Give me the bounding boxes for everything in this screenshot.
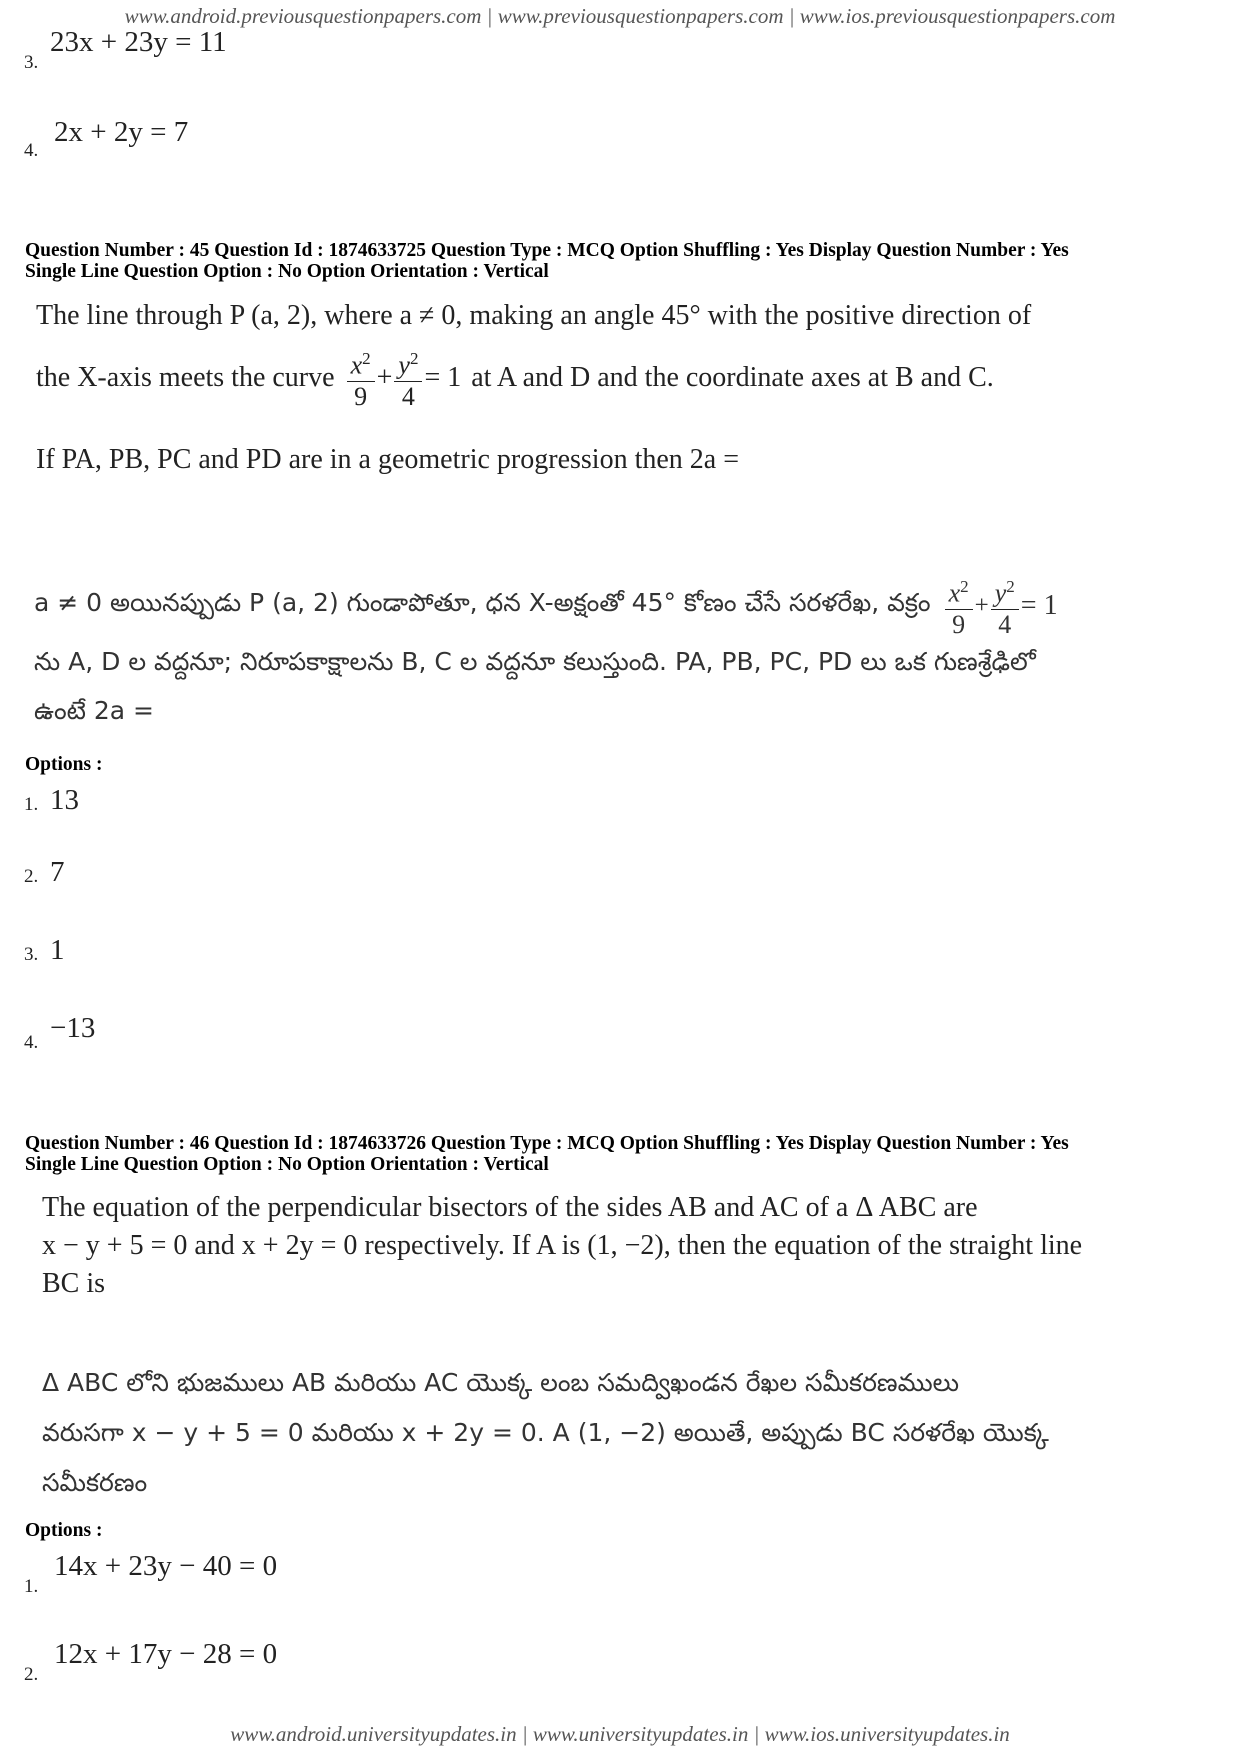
fraction-y2-over-4-te xyxy=(991,572,1019,640)
page-header-watermark: www.android.previousquestionpapers.com | www.previousquestionpapers.com | www.ios.previousquestionpapers.com xyxy=(124,4,1116,28)
frac-numerator: y xyxy=(994,578,1007,608)
question-45-meta-line2: Single Line Question Option : No Option Orientation : Vertical xyxy=(25,261,549,282)
option-number: 1. xyxy=(24,794,39,815)
page-footer-watermark: www.android.universityupdates.in | www.universityupdates.in | www.ios.universityupdates.in xyxy=(230,1722,1010,1746)
question-45-english-line3: If PA, PB, PC and PD are in a geometric progression then 2a = xyxy=(36,444,739,475)
option-number: 3. xyxy=(24,944,39,965)
question-46-english-line3: BC is xyxy=(42,1268,106,1299)
option-text: 2x + 2y = 7 xyxy=(54,116,189,148)
q45-en-line2-start: the X-axis meets the curve xyxy=(36,361,335,393)
question-46-english-line1: The equation of the perpendicular bisectors of the sides AB and AC of a Δ ABC are xyxy=(42,1192,978,1223)
frac-denominator: 4 xyxy=(401,381,415,411)
options-label: Options : xyxy=(25,1520,103,1541)
q45-en-line2-end: at A and D and the coordinate axes at B and C. xyxy=(471,361,994,393)
question-45-english-line1: The line through P (a, 2), where a ≠ 0, making an angle 45° with the positive direction of xyxy=(36,300,1032,331)
question-46-meta-line1: Question Number : 46 Question Id : 1874633726 Question Type : MCQ Option Shuffling : Yes Display Question Number : Yes xyxy=(25,1133,1069,1154)
question-46-telugu-line2: వరుసగా x − y + 5 = 0 మరియు x + 2y = 0. A (1, −2) అయితే, అప్పుడు BC సరళరేఖ యొక్క xyxy=(42,1418,1049,1447)
plus-sign: + xyxy=(376,361,393,393)
frac-denominator: 9 xyxy=(354,381,368,411)
option-number: 1. xyxy=(24,1576,39,1597)
question-46-meta-line2: Single Line Question Option : No Option Orientation : Vertical xyxy=(25,1154,549,1175)
option-text: 13 xyxy=(50,784,79,816)
frac-numerator: x xyxy=(948,578,961,608)
exponent: 2 xyxy=(362,349,371,368)
question-46-english-line2: x − y + 5 = 0 and x + 2y = 0 respectively. If A is (1, −2), then the equation of the straight line xyxy=(42,1230,1083,1261)
option-text: 1 xyxy=(50,934,65,966)
question-45-english-line2 xyxy=(36,344,994,412)
option-text: 12x + 17y − 28 = 0 xyxy=(54,1638,278,1670)
fraction-x2-over-9 xyxy=(347,344,375,412)
fraction-x2-over-9-te xyxy=(945,572,973,640)
option-number: 2. xyxy=(24,1664,39,1685)
options-label: Options : xyxy=(25,754,103,775)
exponent: 2 xyxy=(409,349,419,368)
option-number: 4. xyxy=(24,140,39,161)
option-number: 2. xyxy=(24,866,39,887)
frac-denominator: 4 xyxy=(998,609,1012,639)
frac-denominator: 9 xyxy=(952,609,966,639)
plus-sign: + xyxy=(974,591,989,619)
q45-te-line1-text: a ≠ 0 అయినప్పుడు P (a, 2) గుండాపోతూ, ధన X-అక్షంతో 45° కోణం చేసే సరళరేఖ, వక్రం xyxy=(34,587,931,617)
option-number: 3. xyxy=(24,52,39,73)
question-45-telugu-line1 xyxy=(34,572,1058,640)
equals-one: = 1 xyxy=(424,361,462,393)
frac-numerator: y xyxy=(398,350,410,380)
fraction-y2-over-4 xyxy=(394,344,422,412)
option-text: 7 xyxy=(50,856,65,888)
option-text: 23x + 23y = 11 xyxy=(50,26,227,58)
option-number: 4. xyxy=(24,1032,39,1053)
frac-numerator: x xyxy=(350,350,363,380)
question-45-telugu-line2: ను A, D ల వద్దనూ; నిరూపకాక్షాలను B, C ల వద్దనూ కలుస్తుంది. PA, PB, PC, PD లు ఒక గుణశ్రేఢిలో xyxy=(34,647,1036,676)
option-text: −13 xyxy=(50,1012,96,1044)
exponent: 2 xyxy=(960,577,969,596)
question-46-telugu-line3: సమీకరణం xyxy=(42,1468,148,1497)
option-text: 14x + 23y − 40 = 0 xyxy=(54,1550,278,1582)
exponent: 2 xyxy=(1006,577,1015,596)
question-46-telugu-line1: Δ ABC లోని భుజములు AB మరియు AC యొక్క లంబ సమద్విఖండన రేఖల సమీకరణములు xyxy=(42,1368,960,1397)
question-45-telugu-line3: ఉంటే 2a = xyxy=(34,696,154,725)
question-45-meta-line1: Question Number : 45 Question Id : 1874633725 Question Type : MCQ Option Shuffling : Yes Display Question Number : Yes xyxy=(25,240,1069,261)
equals-one: = 1 xyxy=(1020,589,1058,621)
